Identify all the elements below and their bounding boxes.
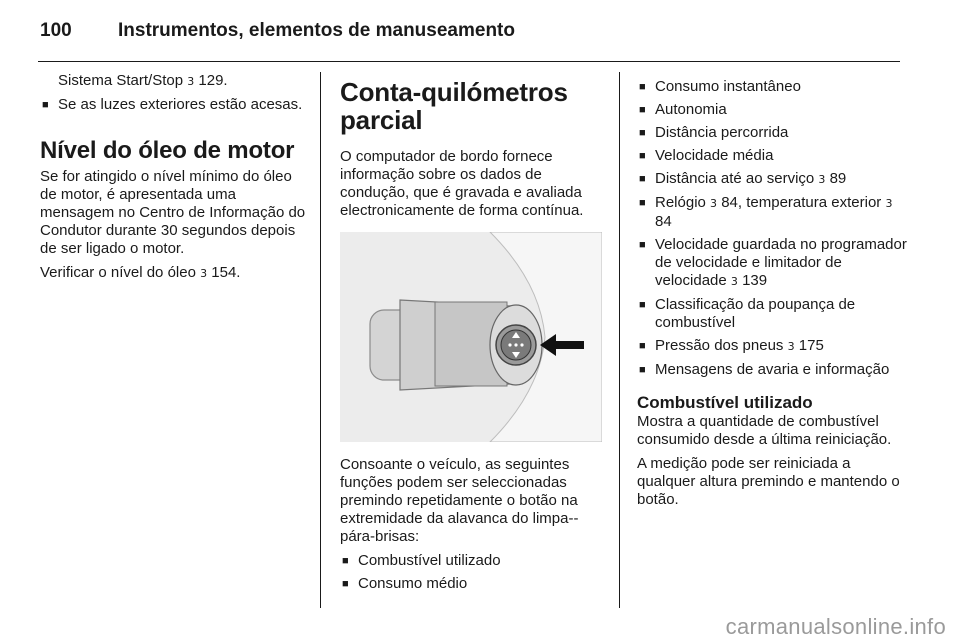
list-item: ■ Velocidade média	[639, 147, 774, 164]
page-ref-icon: 3	[885, 197, 893, 210]
page-ref-icon: 3	[710, 197, 718, 210]
bullet-icon: ■	[639, 239, 646, 251]
list-item: ■ Relógio 3 84, temperatura exterior 3 84	[639, 194, 893, 230]
bullet-icon: ■	[639, 127, 646, 139]
paragraph: A medição pode ser reiniciada a qualquer altura premindo e mantendo o botão.	[637, 455, 900, 508]
bullet-list	[637, 78, 912, 379]
paragraph: Mostra a quantidade de combustível consumido desde a última reiniciação.	[637, 413, 892, 448]
header-divider	[38, 61, 900, 62]
column-2	[340, 72, 606, 598]
list-item: ■ Consumo instantâneo	[639, 78, 801, 95]
list-item: ■ Autonomia	[639, 101, 727, 118]
list-item: ■ Velocidade guardada no programador de velocidade e limitador de velocidade 3 139	[639, 236, 907, 289]
list-item: ■ Se as luzes exteriores estão acesas.	[42, 96, 303, 113]
page-ref-icon: 3	[787, 340, 795, 353]
paragraph: Se for atingido o nível mínimo do óleo de motor, é apresentada uma mensagem no Centro de Informação do Condutor durante 30 segundos depois de ser ligado o motor.	[40, 168, 306, 257]
bullet-icon: ■	[42, 99, 49, 111]
list-item: ■ Classificação da poupança de combustível	[639, 296, 856, 331]
paragraph: Consoante o veículo, as seguintes funções podem ser seleccionadas premindo repetidamente o botão na extremidade da alavanca do limpa--pára-brisas:	[340, 456, 579, 545]
wiper-stalk-figure	[340, 232, 602, 442]
continuation-line: Sistema Start/Stop 3 129.	[58, 72, 228, 89]
column-1	[40, 72, 306, 283]
paragraph: Verificar o nível do óleo 3 154.	[40, 264, 241, 281]
bullet-icon: ■	[342, 578, 349, 590]
bullet-icon: ■	[639, 364, 646, 376]
section-heading: Conta-quilómetros parcial	[340, 77, 568, 135]
bullet-list	[40, 96, 306, 114]
page-ref-icon: 3	[187, 75, 195, 88]
list-item: ■ Combustível utilizado	[342, 552, 501, 569]
bullet-icon: ■	[639, 150, 646, 162]
page-number: 100	[40, 20, 72, 41]
bullet-icon: ■	[342, 555, 349, 567]
paragraph: O computador de bordo fornece informação sobre os dados de condução, que é gravada e avaliada electronicamente de forma contínua.	[340, 148, 584, 219]
section-heading: Nível do óleo de motor	[40, 137, 295, 164]
bullet-icon: ■	[639, 81, 646, 93]
column-divider-2	[619, 72, 620, 608]
list-item: ■ Consumo médio	[342, 575, 468, 592]
list-item: ■ Distância percorrida	[639, 124, 789, 141]
page-ref-icon: 3	[730, 275, 738, 288]
page-header	[40, 14, 900, 56]
page-ref-icon: 3	[200, 267, 208, 280]
bullet-icon: ■	[639, 173, 646, 185]
bullet-icon: ■	[639, 197, 646, 209]
watermark: carmanualsonline.info	[725, 614, 946, 639]
page-title: Instrumentos, elementos de manuseamento	[118, 20, 515, 41]
column-divider-1	[320, 72, 321, 608]
bullet-icon: ■	[639, 340, 646, 352]
subsection-heading: Combustível utilizado	[637, 393, 813, 412]
list-item: ■ Distância até ao serviço 3 89	[639, 170, 847, 187]
page-ref-icon: 3	[818, 173, 826, 186]
column-3	[637, 72, 912, 509]
bullet-list	[340, 552, 606, 593]
bullet-icon: ■	[639, 299, 646, 311]
bullet-icon: ■	[639, 104, 646, 116]
wiper-stalk-button-icon	[340, 232, 602, 442]
list-item: ■ Pressão dos pneus 3 175	[639, 337, 824, 354]
list-item: ■ Mensagens de avaria e informação	[639, 361, 890, 378]
